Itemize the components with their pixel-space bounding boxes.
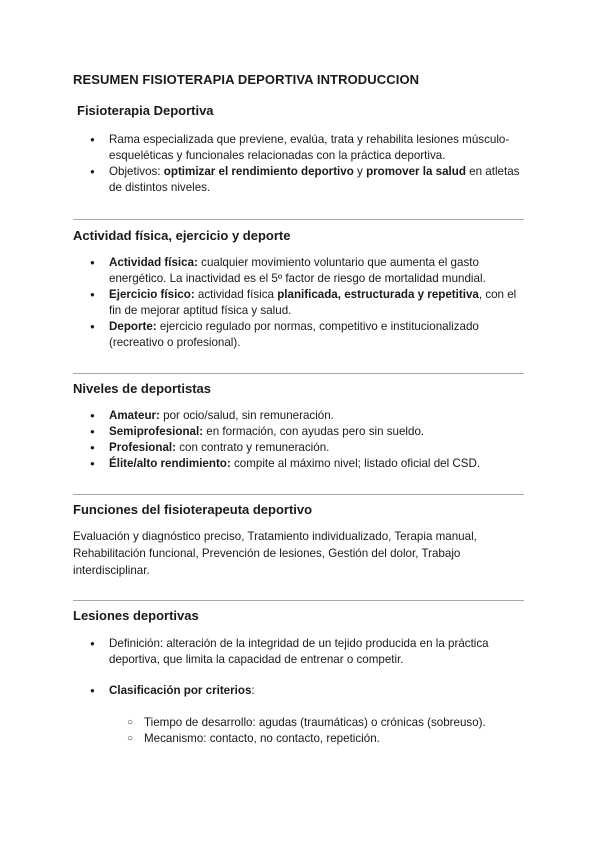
objetivos-prefix: Objetivos: bbox=[109, 165, 164, 178]
sub-list-item bbox=[127, 731, 527, 747]
sublist-clasificacion bbox=[127, 715, 527, 747]
definition-text: cualquier movimiento voluntario que aumenta el gasto energético. La inactividad es el 5º factor de riesgo de mortalidad mundial. bbox=[109, 256, 486, 285]
list-item bbox=[90, 440, 522, 456]
term-actividad-fisica: Actividad física: bbox=[109, 256, 198, 269]
list-item bbox=[90, 255, 522, 287]
definition-text: Definición: alteración de la integridad de un tejido producida en la práctica deportiva, que limita la capacidad de entrenar o competir. bbox=[109, 637, 489, 666]
objetivos-connector: y bbox=[353, 165, 367, 178]
label-colon: : bbox=[251, 684, 255, 697]
definition-text: compite al máximo nivel; listado oficial del CSD. bbox=[230, 457, 481, 470]
objetivo-salud: promover la salud bbox=[366, 165, 466, 178]
list-item bbox=[90, 164, 522, 196]
objetivos-suffix: en atletas de distintos niveles. bbox=[109, 165, 520, 194]
list-fisioterapia bbox=[90, 132, 522, 196]
list-item bbox=[90, 132, 522, 164]
term-profesional: Profesional: bbox=[109, 441, 176, 454]
list-item bbox=[90, 636, 522, 668]
divider bbox=[73, 600, 524, 601]
objetivo-rendimiento: optimizar el rendimiento deportivo bbox=[163, 165, 354, 178]
list-item bbox=[90, 408, 522, 424]
term-ejercicio-fisico: Ejercicio físico: bbox=[109, 288, 195, 301]
list-item bbox=[90, 683, 522, 699]
term-deporte: Deporte: bbox=[109, 320, 157, 333]
definition-text: con contrato y remuneración. bbox=[176, 441, 330, 454]
list-lesiones-definicion bbox=[90, 636, 522, 668]
divider bbox=[73, 219, 524, 220]
sub-list-item bbox=[127, 715, 527, 731]
list-item bbox=[90, 424, 522, 440]
divider bbox=[73, 494, 524, 495]
heading-fisioterapia-deportiva: Fisioterapia Deportiva bbox=[77, 103, 214, 118]
divider bbox=[73, 373, 524, 374]
document-title: RESUMEN FISIOTERAPIA DEPORTIVA INTRODUCCION bbox=[73, 72, 420, 87]
term-elite: Élite/alto rendimiento: bbox=[109, 457, 231, 470]
definition-text: ejercicio regulado por normas, competitivo e institucionalizado (recreativo o profesional). bbox=[109, 320, 479, 349]
list-item bbox=[90, 456, 522, 472]
list-item bbox=[90, 319, 522, 351]
list-item bbox=[90, 287, 522, 319]
definition-text: actividad física bbox=[194, 288, 278, 301]
emphasis-text: planificada, estructurada y repetitiva bbox=[277, 288, 479, 301]
list-actividad-fisica bbox=[90, 255, 522, 351]
list-lesiones-clasificacion bbox=[90, 683, 522, 699]
term-semiprofesional: Semiprofesional: bbox=[109, 425, 204, 438]
definition-text: , con el fin de mejorar aptitud física y salud. bbox=[109, 288, 517, 317]
heading-niveles-deportistas: Niveles de deportistas bbox=[73, 381, 211, 396]
definition-text: en formación, con ayudas pero sin sueldo. bbox=[203, 425, 425, 438]
definition-text: por ocio/salud, sin remuneración. bbox=[159, 409, 334, 422]
criterio-tiempo: Tiempo de desarrollo: agudas (traumáticas) o crónicas (sobreuso). bbox=[144, 716, 486, 729]
heading-actividad-fisica: Actividad física, ejercicio y deporte bbox=[73, 228, 291, 243]
heading-funciones-fisioterapeuta: Funciones del fisioterapeuta deportivo bbox=[73, 502, 313, 517]
term-amateur: Amateur: bbox=[109, 409, 160, 422]
criterio-mecanismo: Mecanismo: contacto, no contacto, repetición. bbox=[144, 732, 380, 745]
heading-lesiones-deportivas: Lesiones deportivas bbox=[73, 608, 199, 623]
definition-text: Rama especializada que previene, evalúa, trata y rehabilita lesiones músculo-esqueléticas y funcionales relacionadas con la práctica deportiva. bbox=[109, 133, 510, 162]
funciones-paragraph: Evaluación y diagnóstico preciso, Tratamiento individualizado, Terapia manual, Rehabilitación funcional, Prevención de lesiones, Gestión del dolor, Trabajo interdisciplinar. bbox=[73, 530, 477, 577]
list-niveles bbox=[90, 408, 522, 472]
term-clasificacion: Clasificación por criterios bbox=[109, 684, 252, 697]
